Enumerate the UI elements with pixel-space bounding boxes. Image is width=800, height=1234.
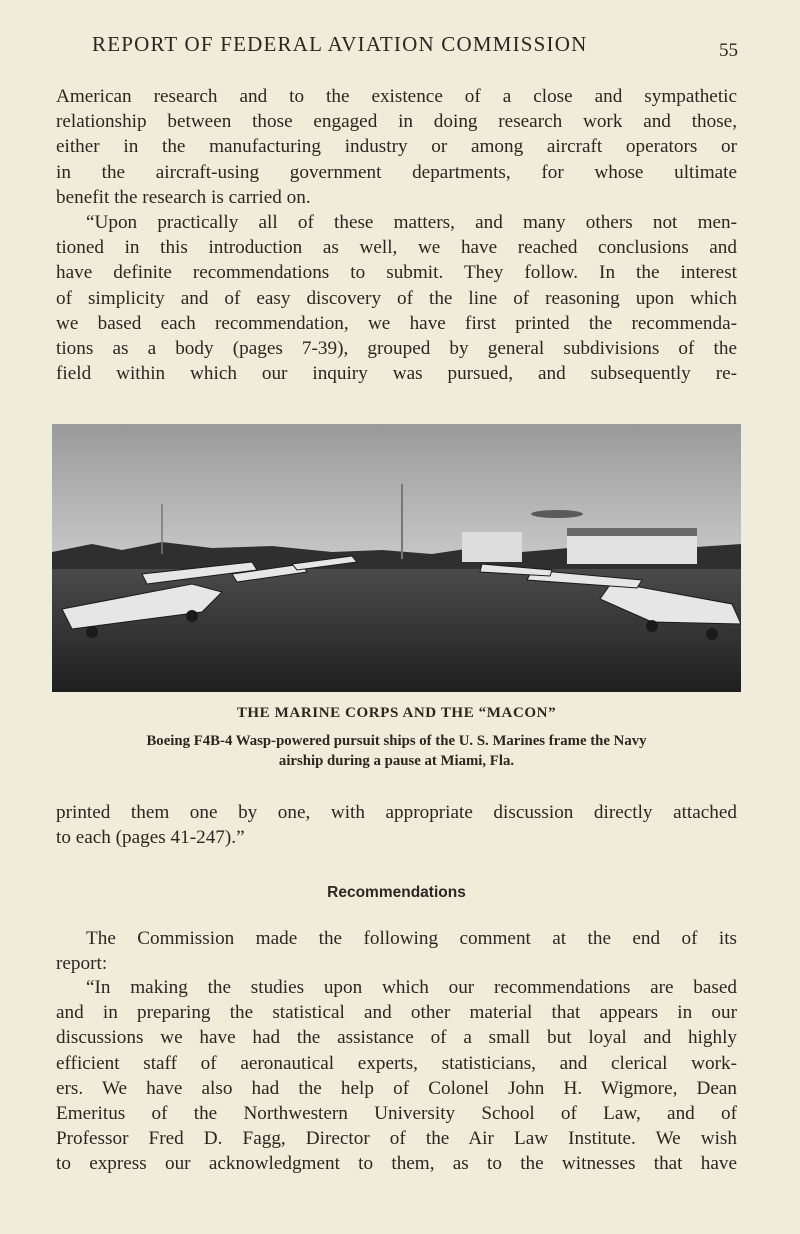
text-line: in the aircraft-using government departments, for whose ultimate — [56, 161, 737, 183]
text-line: efficient staff of aeronautical experts, statisticians, and clerical work- — [56, 1052, 737, 1074]
text-line: to express our acknowledgment to them, as to the witnesses that have — [56, 1153, 737, 1175]
airship-macon — [531, 510, 583, 518]
airfield-photo — [52, 424, 741, 692]
text-line: have definite recommendations to submit. They follow. In the interest — [56, 262, 737, 284]
airfield-photo-drawing — [52, 424, 741, 692]
hangar-building — [462, 532, 522, 562]
text-line: of simplicity and of easy discovery of the line of reasoning upon which — [56, 287, 737, 309]
text-line: “Upon practically all of these matters, and many others not men- — [86, 212, 737, 233]
running-head: REPORT OF FEDERAL AVIATION COMMISSION — [92, 32, 588, 56]
paragraph-5 — [56, 975, 737, 1177]
text-line: report: — [56, 953, 108, 975]
hangar-building — [567, 534, 697, 564]
caption-line: airship during a pause at Miami, Fla. — [278, 753, 515, 769]
text-line: printed them one by one, with appropriate discussion directly attached — [56, 802, 737, 823]
text-line: benefit the research is carried on. — [56, 186, 311, 208]
text-line: and in preparing the statistical and other material that appears in our — [56, 1002, 737, 1024]
caption-line: Boeing F4B-4 Wasp-powered pursuit ships of the U. S. Marines frame the Navy — [146, 733, 647, 749]
text-line: ers. We have also had the help of Colonel John H. Wigmore, Dean — [56, 1077, 737, 1099]
text-line: “In making the studies upon which our recommendations are based — [86, 977, 737, 998]
text-line: field within which our inquiry was pursued, and subsequently re- — [56, 363, 737, 385]
paragraph-1 — [56, 84, 737, 210]
hangar-roof — [567, 528, 697, 536]
text-line: Emeritus of the Northwestern University School of Law, and of — [56, 1102, 737, 1124]
section-heading: Recommendations — [327, 884, 466, 901]
text-line: The Commission made the following comment at the end of its — [86, 928, 737, 949]
text-line: American research and to the existence of a close and sympathetic — [56, 86, 737, 107]
text-line: discussions we have had the assistance of a small but loyal and highly — [56, 1027, 737, 1049]
text-line: either in the manufacturing industry or among aircraft operators or — [56, 136, 737, 158]
text-line: to each (pages 41-247).” — [56, 827, 245, 849]
text-line: relationship between those engaged in doing research work and those, — [56, 111, 737, 133]
text-line: tions as a body (pages 7-39), grouped by general subdivisions of the — [56, 337, 737, 359]
text-line: we based each recommendation, we have first printed the recommenda- — [56, 312, 737, 334]
figure-title: THE MARINE CORPS AND THE “MACON” — [236, 705, 557, 721]
text-line: Professor Fred D. Fagg, Director of the Air Law Institute. We wish — [56, 1128, 737, 1150]
paragraph-2 — [56, 210, 737, 386]
page-number: 55 — [719, 40, 738, 61]
figure-caption — [56, 731, 737, 771]
text-line: tioned in this introduction as well, we have reached conclusions and — [56, 237, 737, 259]
paragraph-4 — [56, 926, 737, 976]
paragraph-3 — [56, 800, 737, 850]
